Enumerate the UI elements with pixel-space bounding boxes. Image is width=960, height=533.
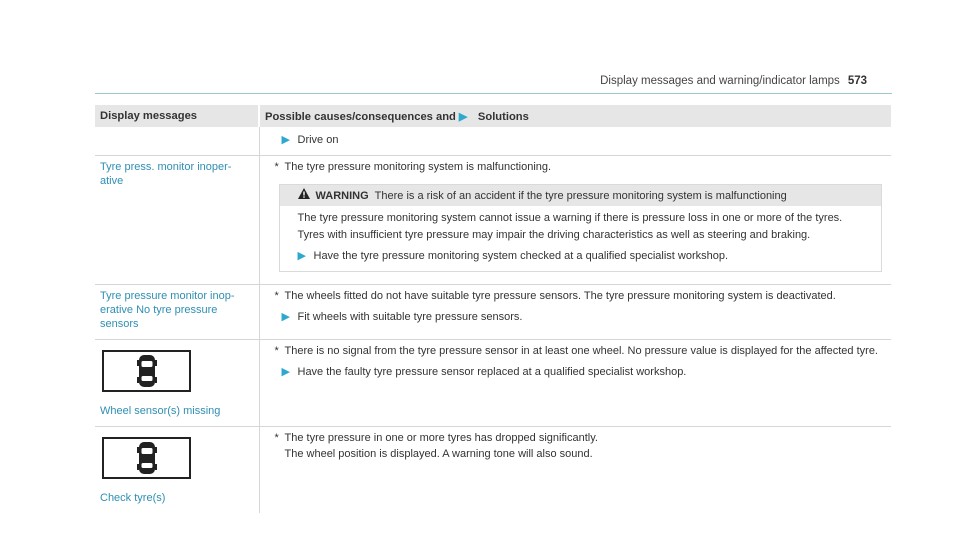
message-text: Check tyre(s) <box>100 492 166 504</box>
arrow-right-icon: ▶ <box>281 134 290 146</box>
cause-cell <box>259 340 891 427</box>
column-header-causes <box>259 105 891 127</box>
cause-text: The tyre pressure monitoring system is malfunctioning. <box>284 161 552 173</box>
running-title: Display messages and warning/indicator lamps <box>600 75 840 87</box>
solution-step <box>265 133 887 147</box>
warning-box <box>279 184 883 272</box>
warning-header <box>280 185 882 206</box>
column-header-solutions-label: Solutions <box>477 110 529 123</box>
warning-triangle-icon <box>298 188 312 203</box>
column-header-causes-label: Possible causes/consequences and <box>265 110 456 123</box>
cause-cell <box>259 127 891 156</box>
solution-step-text: Have the tyre pressure monitoring system checked at a qualified specialist workshop. <box>313 250 729 262</box>
cause-bullet <box>265 344 887 358</box>
message-cell <box>95 427 259 514</box>
warning-title: There is a risk of an accident if the tyre pressure monitoring system is malfunctioning <box>374 189 787 202</box>
solution-step <box>265 365 887 379</box>
arrow-right-icon: ▶ <box>281 366 290 378</box>
warning-label: WARNING <box>315 189 369 202</box>
message-cell <box>95 340 259 427</box>
car-top-view-icon <box>102 350 191 392</box>
cause-bullet <box>265 431 887 445</box>
arrow-right-icon: ▶ <box>281 311 290 323</box>
message-cell: Tyre press. monitor inoper-ative <box>95 156 259 285</box>
column-header-messages: Display messages <box>95 105 259 127</box>
table-row <box>95 427 891 514</box>
message-cell: Tyre pressure monitor inop-erative No tyre pressure sensors <box>95 285 259 340</box>
cause-text: The tyre pressure in one or more tyres has dropped significantly. <box>284 432 598 444</box>
solution-step <box>265 310 887 324</box>
bullet-marker: * <box>274 432 279 444</box>
cause-cell <box>259 285 891 340</box>
warning-paragraph: Tyres with insufficient tyre pressure may impair the driving characteristics as well as steering and braking. <box>297 229 811 241</box>
table-row <box>95 340 891 427</box>
cause-note: The wheel position is displayed. A warning tone will also sound. <box>284 448 593 460</box>
solution-step-text: Fit wheels with suitable tyre pressure sensors. <box>297 311 523 323</box>
warning-body <box>280 206 882 271</box>
table-row <box>95 285 891 340</box>
arrow-right-icon: ▶ <box>297 250 306 262</box>
header-rule <box>95 93 892 94</box>
bullet-marker: * <box>274 290 279 302</box>
solution-step-text: Have the faulty tyre pressure sensor replaced at a qualified specialist workshop. <box>297 366 687 378</box>
bullet-marker: * <box>274 161 279 173</box>
warning-paragraph: The tyre pressure monitoring system cannot issue a warning if there is pressure loss in one or more of the tyres. <box>297 212 843 224</box>
arrow-right-icon: ▶ <box>458 110 468 123</box>
table-row <box>95 156 891 285</box>
cause-text: There is no signal from the tyre pressure sensor in at least one wheel. No pressure value is displayed for the affected tyre. <box>284 345 878 357</box>
message-text: Wheel sensor(s) missing <box>100 405 221 417</box>
cause-bullet <box>265 160 887 174</box>
bullet-marker: * <box>274 345 279 357</box>
cause-cell <box>259 156 891 285</box>
solution-step-text: Drive on <box>297 134 339 146</box>
display-messages-table <box>95 105 891 513</box>
running-header <box>600 75 867 87</box>
table-header-row <box>95 105 891 127</box>
cause-bullet <box>265 289 887 303</box>
cause-cell <box>259 427 891 514</box>
page-number: 573 <box>847 75 867 87</box>
car-top-view-icon <box>102 437 191 479</box>
message-cell <box>95 127 259 156</box>
cause-text: The wheels fitted do not have suitable tyre pressure sensors. The tyre pressure monitoring system is deactivated. <box>284 290 836 302</box>
solution-step <box>298 248 874 265</box>
table-row <box>95 127 891 156</box>
